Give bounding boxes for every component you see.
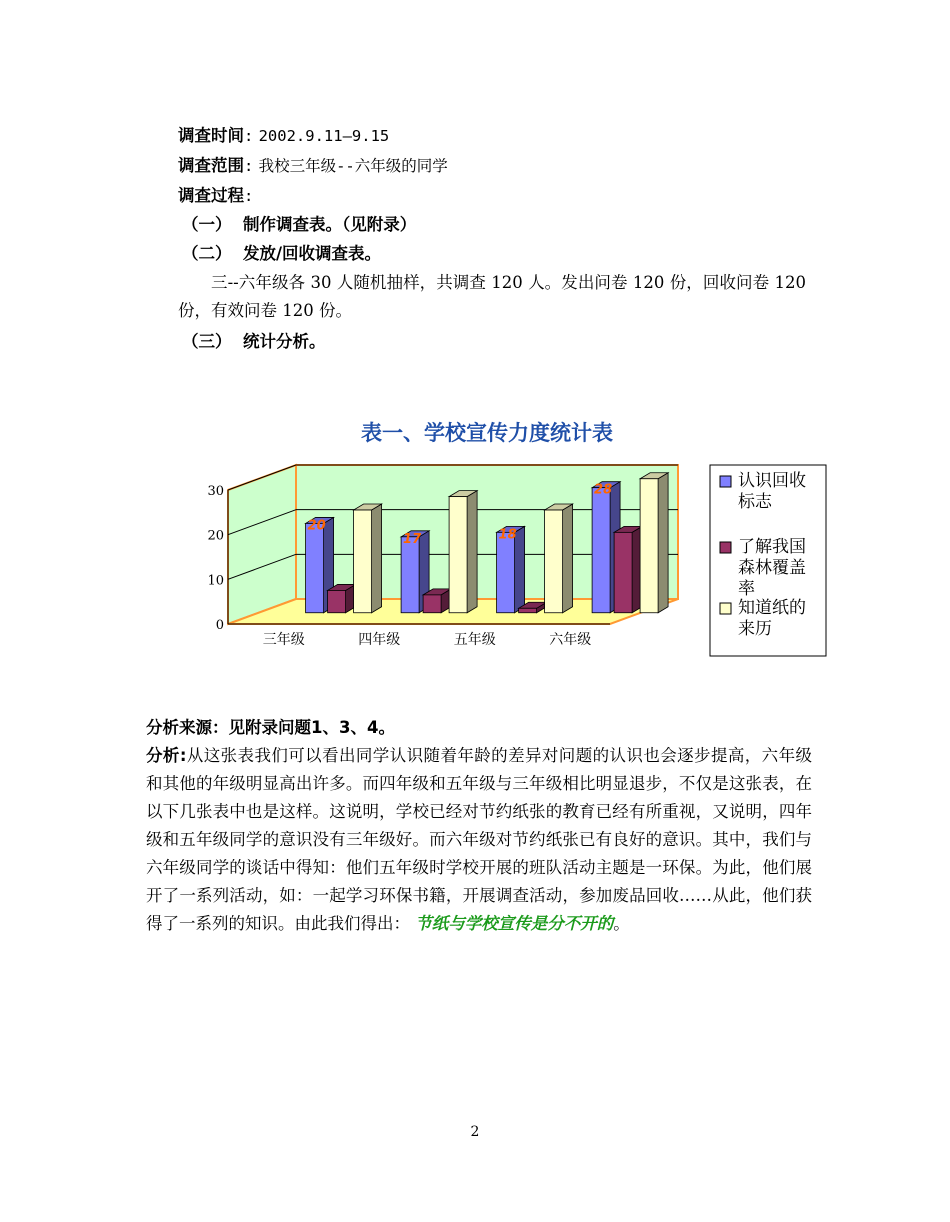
chart-side-wall	[228, 465, 296, 624]
bar	[306, 523, 324, 612]
bar	[449, 497, 467, 613]
step-3-text: 统计分析。	[243, 332, 326, 351]
legend-label-line: 知道纸的	[738, 598, 806, 618]
legend-swatch	[720, 476, 731, 487]
legend-label-line: 认识回收	[738, 471, 806, 491]
data-label: 20	[307, 518, 326, 534]
survey-range-label: 调查范围	[178, 156, 244, 175]
chart-title: 表一、学校宣传力度统计表	[361, 421, 613, 445]
data-label: 17	[403, 531, 422, 547]
survey-time-line	[178, 126, 389, 146]
x-tick-label: 三年级	[262, 632, 305, 648]
survey-process-sep: :	[244, 187, 254, 205]
legend-label-line: 率	[738, 579, 755, 599]
legend-label-line: 标志	[738, 492, 772, 512]
survey-process-line	[178, 186, 253, 206]
bar-side	[467, 491, 477, 613]
bar	[354, 510, 372, 613]
step-1	[182, 215, 416, 235]
y-tick-label: 10	[207, 573, 224, 589]
survey-range-value: 我校三年级--六年级的同学	[258, 157, 448, 175]
step-1-text: 制作调查表。（见附录）	[243, 215, 417, 234]
chart-legend	[710, 465, 826, 656]
step-2-text: 发放/回收调查表。	[243, 244, 382, 263]
bar	[519, 608, 537, 612]
survey-time-sep: :	[244, 127, 254, 145]
y-tick-label: 20	[207, 528, 224, 544]
bar-chart	[190, 405, 840, 665]
bar	[614, 532, 632, 612]
x-tick-label: 五年级	[453, 632, 496, 648]
legend-label-line: 了解我国	[738, 537, 806, 557]
bar	[401, 537, 419, 613]
bar-side	[372, 504, 382, 613]
y-tick-label: 30	[207, 484, 224, 499]
step-2	[182, 244, 381, 264]
analysis-source: 分析来源：见附录问题1、3、4。	[146, 718, 395, 737]
x-tick-label: 六年级	[549, 632, 592, 648]
chart-plot-area	[207, 465, 678, 648]
bar	[423, 595, 441, 613]
bar-side	[563, 504, 573, 613]
y-tick-label: 0	[215, 618, 224, 633]
data-label: 18	[498, 527, 517, 543]
legend-label-line: 来历	[738, 619, 772, 639]
step-3-num: （三）	[182, 332, 232, 351]
survey-process-label: 调查过程	[178, 186, 244, 205]
step-2-num: （二）	[182, 244, 232, 263]
step-1-num: （一）	[182, 215, 232, 234]
analysis-paragraph	[146, 742, 812, 938]
step-3	[182, 332, 326, 352]
survey-time-value: 2002.9.11—9.15	[258, 127, 390, 145]
analysis-label: 分析:	[146, 746, 187, 765]
sampling-paragraph: 三--六年级各 30 人随机抽样，共调查 120 人。发出问卷 120 份，回收问卷 120 份，有效问卷 120 份。	[178, 273, 806, 320]
bar	[640, 479, 658, 613]
legend-swatch	[720, 542, 731, 553]
survey-range-sep: :	[244, 157, 254, 175]
analysis-conclusion: 节纸与学校宣传是分不开的	[415, 914, 614, 933]
bar	[545, 510, 563, 613]
survey-range-line	[178, 156, 448, 176]
bar	[497, 532, 515, 612]
survey-time-label: 调查时间	[178, 126, 244, 145]
bar	[328, 590, 346, 612]
legend-swatch	[720, 603, 731, 614]
bar-side	[658, 473, 668, 613]
page-number: 2	[470, 1124, 480, 1140]
data-label: 28	[594, 482, 613, 498]
bar	[592, 488, 610, 613]
legend-label-line: 森林覆盖	[738, 558, 806, 578]
x-tick-label: 四年级	[358, 632, 401, 648]
analysis-body: 从这张表我们可以看出同学认识随着年龄的差异对问题的认识也会逐步提高，六年级和其他的年级明显高出许多。而四年级和五年级与三年级相比明显退步，不仅是这张表，在以下几张表中也是这样。这说明，学校已经对节约纸张的教育已经有所重视，又说明，四年级和五年级同学的意识没有三年级好。而六年级对节约纸张已有良好的意识。其中，我们与六年级同学的谈话中得知：他们五年级时学校开展的班队活动主题是一环保。为此，他们展开了一系列活动，如：一起学习环保书籍，开展调查活动，参加废品回收……从此，他们获得了一系列的知识。由此我们得出：	[146, 746, 812, 933]
analysis-end: 。	[613, 914, 630, 933]
